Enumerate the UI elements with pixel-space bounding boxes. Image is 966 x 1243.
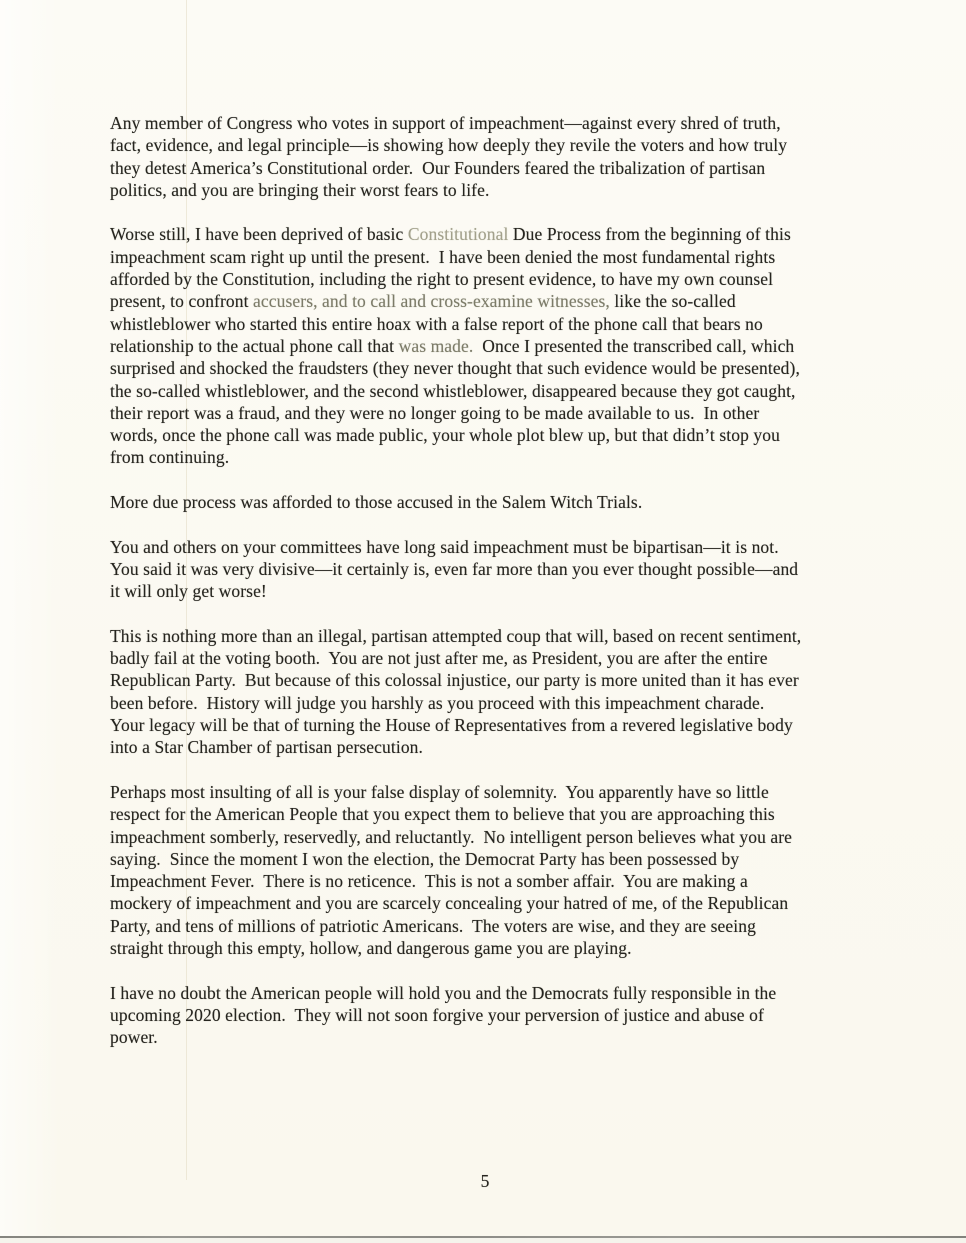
text-line: Republican Party. But because of this colossal injustice, our party is more united than it has ever	[110, 670, 799, 691]
text-line: I have no doubt the American people will hold you and the Democrats fully responsible in the	[110, 982, 777, 1003]
text-line: mockery of impeachment and you are scarcely concealing your hatred of me, of the Republican	[110, 893, 789, 914]
paragraph	[110, 781, 870, 959]
text-line: been before. History will judge you harshly as you proceed with this impeachment charade.	[110, 692, 765, 713]
text-line: upcoming 2020 election. They will not soon forgive your perversion of justice and abuse of	[110, 1004, 764, 1025]
text-line: Any member of Congress who votes in support of impeachment—against every shred of truth,	[110, 113, 781, 133]
text-line: afforded by the Constitution, including the right to present evidence, to have my own counsel	[110, 269, 774, 290]
text-line: straight through this empty, hollow, and dangerous game you are playing.	[110, 937, 632, 958]
text-line: words, once the phone call was made public, your whole plot blew up, but that didn’t stop you	[110, 425, 780, 446]
paragraph	[110, 625, 870, 759]
scanner-edge-highlight	[0, 0, 60, 1243]
bottom-scan-margin	[0, 1238, 966, 1243]
text-line: respect for the American People that you expect them to believe that you are approaching this	[110, 804, 775, 825]
paragraph	[110, 982, 870, 1049]
letter-body	[110, 112, 870, 1071]
text-line: their report was a fraud, and they were no longer going to be made available to us. In other	[110, 402, 760, 423]
text-segment: Worse still, I have been deprived of basic	[110, 224, 408, 245]
text-segment: like the so-called	[609, 291, 736, 312]
text-line: they detest America’s Constitutional order. Our Founders feared the tribalization of partisan	[110, 157, 766, 178]
text-line: More due process was afforded to those accused in the Salem Witch Trials.	[110, 492, 643, 513]
paragraph	[110, 491, 870, 513]
text-line: saying. Since the moment I won the election, the Democrat Party has been possessed by	[110, 848, 740, 869]
text-line: from continuing.	[110, 447, 230, 468]
text-line: This is nothing more than an illegal, partisan attempted coup that will, based on recent sentiment,	[110, 625, 802, 646]
page-number: 5	[480, 1171, 490, 1191]
text-line: the so-called whistleblower, and the second whistleblower, disappeared because they got caught,	[110, 380, 796, 401]
text-line: impeachment scam right up until the present. I have been denied the most fundamental rights	[110, 246, 776, 267]
text-line: Your legacy will be that of turning the House of Representatives from a revered legislative body	[110, 715, 793, 736]
text-line: Party, and tens of millions of patriotic Americans. The voters are wise, and they are seeing	[110, 915, 756, 936]
text-segment: Due Process from the beginning of this	[508, 224, 791, 245]
text-segment: present, to confront	[110, 291, 254, 312]
text-segment: Once I presented the transcribed call, which	[473, 335, 795, 356]
paragraph	[110, 112, 870, 201]
text-line: Impeachment Fever. There is no reticence. This is not a somber affair. You are making a	[110, 871, 748, 892]
text-line: into a Star Chamber of partisan persecution.	[110, 737, 423, 758]
text-line: You and others on your committees have long said impeachment must be bipartisan—it is not.	[110, 536, 779, 557]
text-line: whistleblower who started this entire hoax with a false report of the phone call that bears no	[110, 313, 763, 334]
faded-text-segment: accusers, and to call and cross-examine witnesses,	[253, 291, 610, 312]
paragraph	[110, 223, 870, 468]
text-line: it will only get worse!	[110, 581, 267, 602]
text-line	[110, 290, 870, 312]
text-line	[110, 335, 870, 357]
text-line: Perhaps most insulting of all is your false display of solemnity. You apparently have so little	[110, 781, 769, 802]
paragraph	[110, 536, 870, 603]
text-segment: relationship to the actual phone call that	[110, 335, 399, 356]
text-line: You said it was very divisive—it certainly is, even far more than you ever thought possible—and	[110, 558, 799, 579]
text-line: badly fail at the voting booth. You are not just after me, as President, you are after the entire	[110, 648, 768, 669]
text-line: surprised and shocked the fraudsters (they never thought that such evidence would be presented),	[110, 358, 800, 379]
text-line: power.	[110, 1027, 158, 1048]
faded-text-segment: Constitutional	[407, 224, 509, 245]
faded-text-segment: was made.	[398, 335, 474, 356]
text-line: fact, evidence, and legal principle—is showing how deeply they revile the voters and how truly	[110, 135, 788, 156]
text-line: politics, and you are bringing their worst fears to life.	[110, 179, 490, 200]
text-line: impeachment somberly, reservedly, and reluctantly. No intelligent person believes what you are	[110, 826, 793, 847]
text-line	[110, 223, 870, 245]
